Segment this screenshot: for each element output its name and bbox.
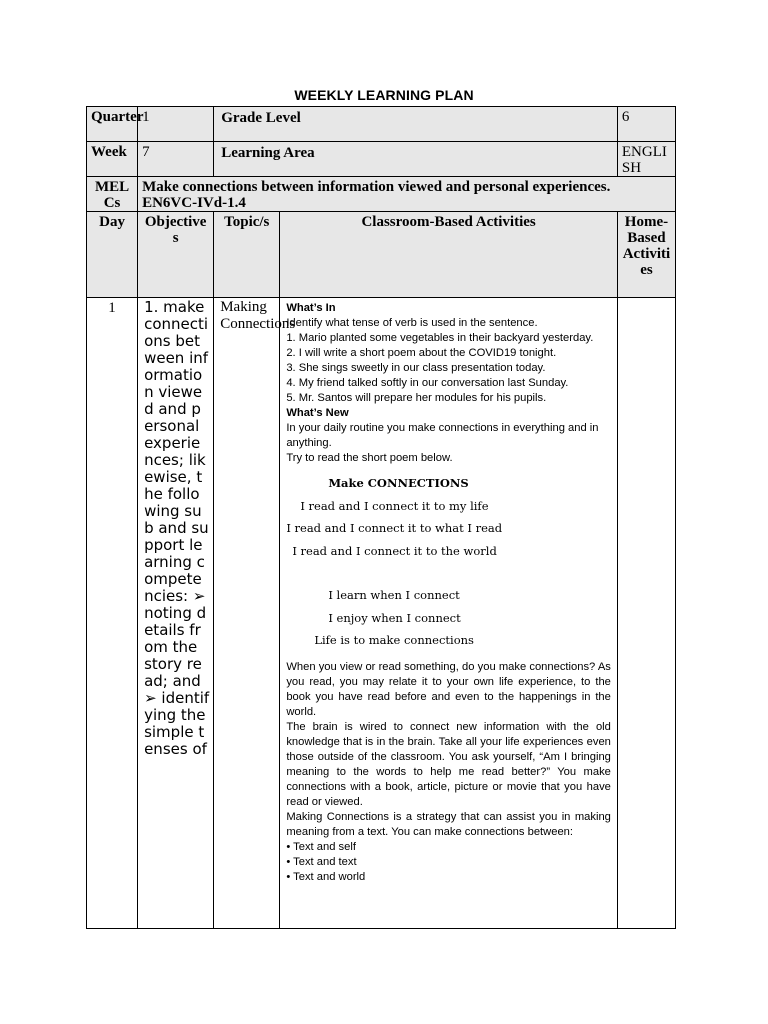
melcs-code: EN6VC-IVd-1.4 — [142, 195, 246, 211]
col-objectives: Objectives — [138, 212, 214, 298]
week-row — [87, 142, 676, 177]
col-day: Day — [87, 212, 138, 298]
home-activities-cell — [617, 298, 675, 929]
col-classroom-activities: Classroom-Based Activities — [280, 212, 618, 298]
bullet-text-world: • Text and world — [286, 870, 366, 883]
poem-line-6: Life is to make connections — [314, 633, 474, 647]
whats-in-instruction: Identify what tense of verb is used in the sentence. — [286, 317, 538, 329]
whats-new-heading: What’s New — [286, 407, 349, 419]
grade-level-value: 6 — [617, 107, 675, 142]
page-title: WEEKLY LEARNING PLAN — [294, 87, 474, 103]
day-number: 1 — [87, 298, 138, 929]
poem-line-1: I read and I connect it to my life — [300, 498, 489, 513]
paragraph-2: The brain is wired to connect new information with the old knowledge that is in the brain. Take all your life experiences even those outside of the classroom. You ask yourself, “Am I bringing meaning to the words to help me read better?” You make connections with a book, article, picture or movie that you have read or viewed. — [286, 720, 611, 808]
column-header-row — [87, 212, 676, 298]
sentence-2: 2. I will write a short poem about the COVID19 tonight. — [286, 347, 557, 359]
week-value: 7 — [138, 142, 214, 177]
objectives-text: 1. make connections between information viewed and personal experiences; likewise, the following sub and support learning competencies: ➢ noting details from the story read; and ➢ identifying the simple tenses of — [138, 298, 214, 929]
paragraph-1: When you view or read something, do you make connections? As you read, you may relate it to your own life experience, to the book you have read before and even to the happenings in the world. — [286, 660, 611, 718]
col-topics: Topic/s — [214, 212, 280, 298]
poem-image — [286, 472, 611, 652]
week-label: Week — [87, 142, 138, 177]
sentence-1: 1. Mario planted some vegetables in their backyard yesterday. — [286, 332, 594, 344]
melcs-label: MELCs — [87, 177, 138, 212]
classroom-activities — [280, 298, 618, 929]
topic-text: Making Connections — [214, 298, 280, 929]
col-home-activities: Home-Based Activities — [617, 212, 675, 298]
sentence-3: 3. She sings sweetly in our class presentation today. — [286, 362, 546, 374]
poem-line-3: I read and I connect it to the world — [292, 543, 497, 558]
poem-title: Make CONNECTIONS — [328, 476, 469, 490]
poem-intro: Try to read the short poem below. — [286, 452, 453, 464]
sentence-4: 4. My friend talked softly in our conversation last Sunday. — [286, 377, 569, 389]
quarter-row — [87, 107, 676, 142]
bullet-text-text: • Text and text — [286, 855, 357, 868]
whats-new-text: In your daily routine you make connections in everything and in anything. — [286, 422, 599, 449]
bullet-text-self: • Text and self — [286, 840, 356, 853]
whats-in-heading: What’s In — [286, 302, 336, 314]
learning-area-label: Learning Area — [221, 145, 315, 161]
quarter-value: 1 — [138, 107, 214, 142]
quarter-label: Quarter — [87, 107, 138, 142]
melcs-row — [87, 177, 676, 212]
sentence-5: 5. Mr. Santos will prepare her modules for his pupils. — [286, 392, 547, 404]
paragraph-3: Making Connections is a strategy that can assist you in making meaning from a text. You can make connections between: — [286, 810, 611, 838]
weekly-learning-plan-table — [86, 106, 676, 929]
grade-level-label: Grade Level — [221, 110, 301, 126]
melcs-text: Make connections between information viewed and personal experiences. — [142, 179, 611, 195]
learning-area-value: ENGLISH — [617, 142, 675, 177]
poem-line-2: I read and I connect it to what I read — [286, 521, 503, 535]
poem-line-5: I enjoy when I connect — [328, 610, 461, 625]
day-1-row — [87, 298, 676, 929]
poem-line-4: I learn when I connect — [328, 588, 460, 602]
